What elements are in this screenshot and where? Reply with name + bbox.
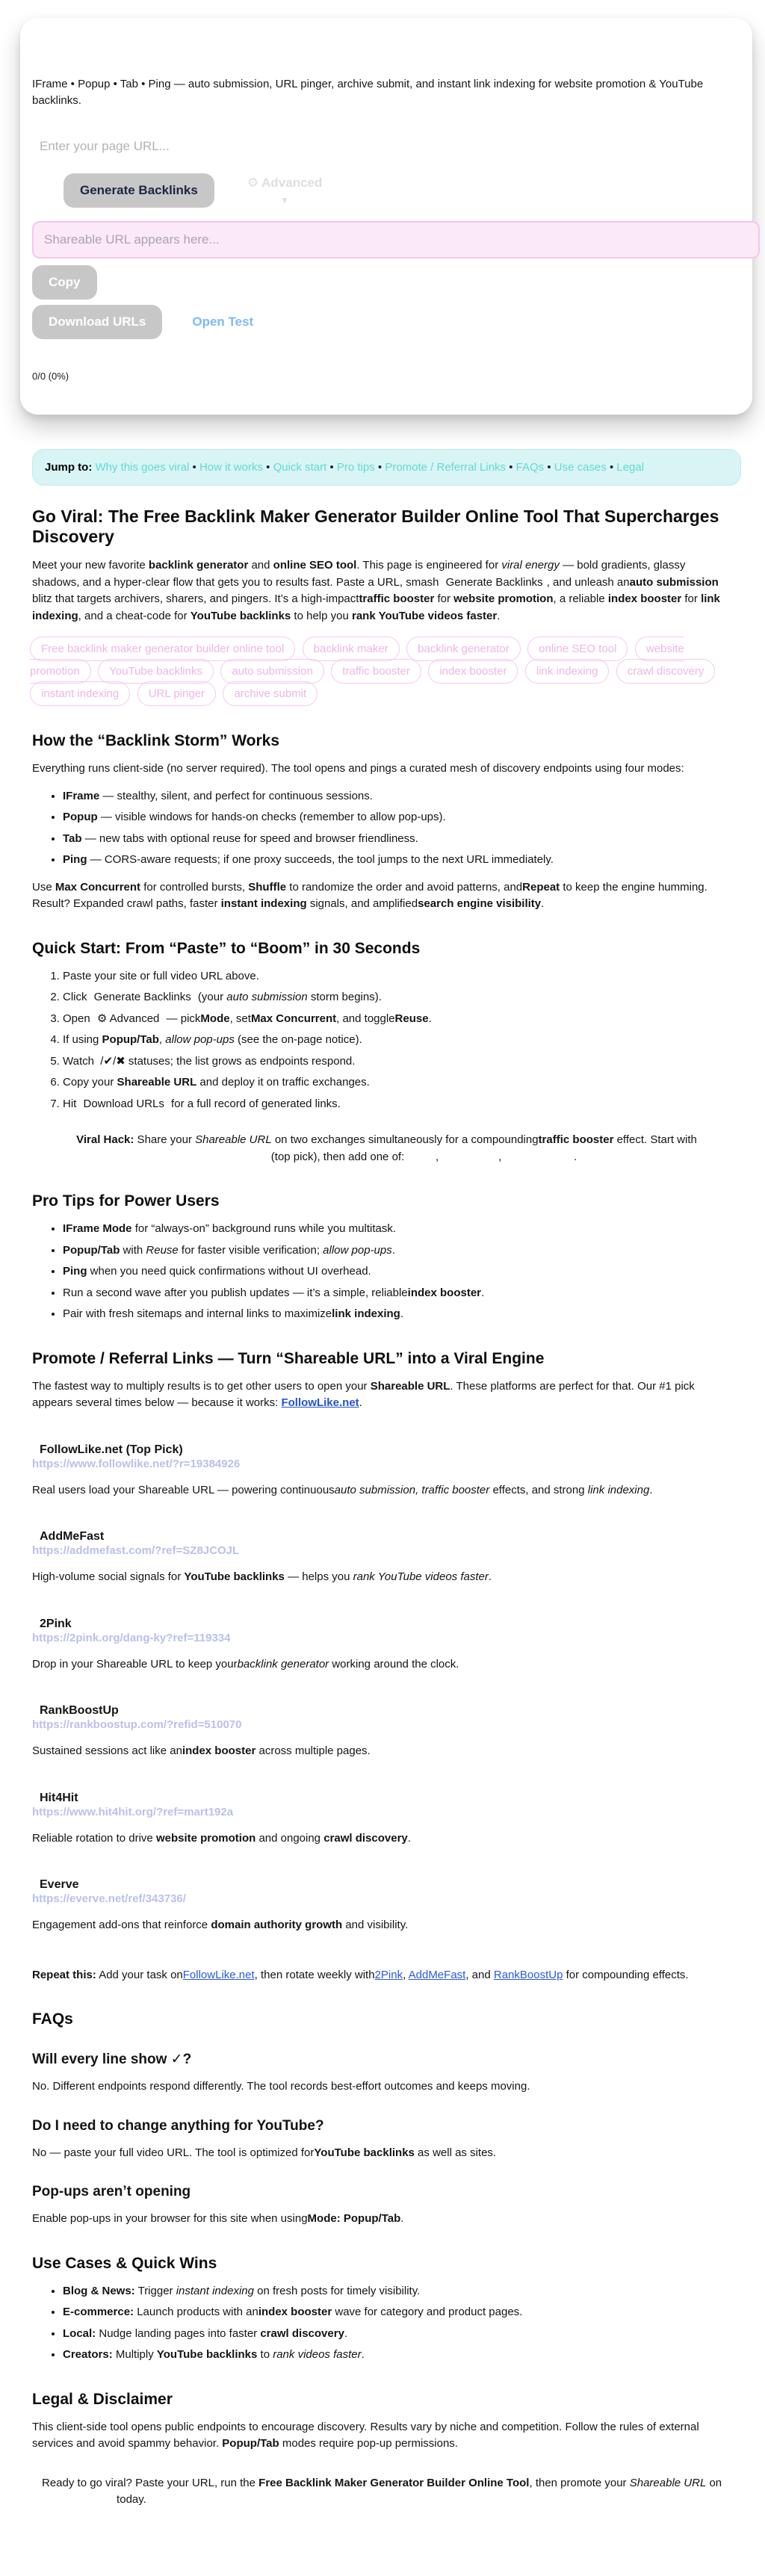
jump-link[interactable]: Legal — [616, 461, 645, 474]
text-segment: to help you — [291, 609, 352, 622]
open-test-link[interactable]: Open Test — [192, 314, 254, 329]
text-segment: on fresh posts for timely visibility. — [253, 2284, 421, 2297]
keyword-pill: backlink generator — [406, 637, 521, 661]
hero-description: IFrame • Popup • Tab • Ping — auto submission, URL pinger, archive submit, and instant link indexing for website promotion & YouTube backlinks. — [32, 78, 704, 107]
text-segment: , set — [229, 1012, 251, 1025]
list-item — [63, 809, 741, 826]
text-segment: website promotion — [155, 1831, 256, 1845]
platform-name: 2Pink — [40, 1617, 72, 1630]
text-segment: Reuse — [146, 1243, 179, 1257]
text-segment: . — [400, 1307, 403, 1320]
text-segment: — helps you — [284, 1570, 353, 1583]
mode-list — [32, 788, 741, 869]
text-segment: Click — [63, 991, 90, 1003]
inline-link[interactable] — [505, 1151, 574, 1163]
text-segment: YouTube backlinks — [190, 609, 291, 622]
text-segment: . — [497, 609, 501, 622]
text-segment: (top pick), then add one of: — [267, 1150, 408, 1163]
faq-answer — [32, 2211, 723, 2228]
text-segment: for “always-on” background runs while you multitask. — [131, 1222, 397, 1235]
hero-card — [20, 18, 752, 415]
inline-link[interactable]: RankBoostUp — [493, 1968, 563, 1981]
jump-separator: • — [544, 461, 554, 474]
text-segment: Shareable URL — [195, 1133, 272, 1146]
list-item — [63, 1032, 741, 1049]
faq-question: Pop-ups aren’t opening — [32, 2184, 191, 2199]
text-segment: and visibility. — [342, 1919, 409, 1931]
jump-link[interactable]: Pro tips — [336, 461, 375, 474]
text-segment: , and — [465, 1968, 494, 1981]
viral-hack-note — [41, 1132, 732, 1165]
text-segment: — new tabs with optional reuse for speed and browser friendliness. — [81, 832, 418, 845]
text-segment: Watch /✔/✖ statuses; the list grows as endpoints respond. — [63, 1054, 356, 1068]
text-segment: auto submission — [226, 991, 308, 1003]
text-segment: Launch products with an — [134, 2306, 258, 2318]
keyword-pill: YouTube backlinks — [98, 659, 214, 684]
text-segment: Viral Hack: — [76, 1133, 134, 1146]
text-segment: Popup/Tab — [102, 1033, 159, 1046]
list-item — [63, 788, 741, 805]
text-segment: . — [344, 2326, 348, 2340]
text-segment: YouTube backlinks — [184, 1570, 285, 1583]
text-segment: blitz that targets archivers, sharers, and pingers. It’s a high-impact — [32, 592, 359, 605]
platform-name: Hit4Hit — [40, 1791, 78, 1804]
text-segment: . — [649, 1483, 653, 1496]
list-item — [63, 1074, 741, 1092]
text-segment: , and a cheat-code for — [78, 609, 191, 622]
text-segment: . — [400, 2212, 404, 2225]
text-segment: Free Backlink Maker Generator Builder Online Tool — [258, 2476, 530, 2489]
keyword-pill: traffic booster — [331, 659, 421, 684]
text-segment: Pair with fresh sitemaps and internal links to maximize — [63, 1307, 332, 1320]
text-segment: Shareable URL — [117, 1076, 197, 1089]
platform-url-link[interactable]: https://www.hit4hit.org/?ref=mart192a — [32, 1805, 234, 1818]
platform-url-link[interactable]: https://rankboostup.com/?refid=510070 — [32, 1718, 242, 1731]
keyword-pill: website promotion — [30, 637, 684, 684]
platform-card — [32, 1530, 741, 1586]
text-segment: link indexing — [332, 1307, 400, 1320]
section-title-how: How the “Backlink Storm” Works — [32, 732, 280, 749]
text-segment: ⚙ Advanced — [96, 1012, 160, 1025]
inline-link[interactable]: 2Pink — [374, 1968, 403, 1981]
jump-separator: • — [326, 461, 337, 474]
text-segment: Ping — [63, 853, 87, 866]
list-item — [63, 1096, 741, 1113]
platform-name: Everve — [40, 1878, 79, 1891]
text-segment: across multiple pages. — [255, 1744, 371, 1757]
jump-label: Jump to: — [45, 461, 93, 474]
text-segment: link indexing — [587, 1483, 650, 1496]
platform-card — [32, 1617, 741, 1674]
text-segment: Reliable rotation to drive — [32, 1831, 156, 1845]
text-segment: Generate Backlinks — [93, 991, 191, 1003]
text-segment: working around the clock. — [329, 1657, 459, 1671]
faq-question: Do I need to change anything for YouTube? — [32, 2117, 324, 2134]
platform-card — [32, 1704, 741, 1760]
copy-button[interactable]: Copy — [32, 265, 97, 300]
chevron-down-icon: ▼ — [280, 194, 290, 205]
promote-lead — [32, 1378, 723, 1412]
text-segment: Run a second wave after you publish updates — it’s a simple, reliable — [63, 1286, 408, 1299]
text-segment: Paste your site or full video URL above. — [63, 969, 259, 982]
text-segment: today. — [113, 2493, 146, 2506]
jump-separator: • — [506, 461, 516, 474]
keyword-pill: link indexing — [525, 659, 610, 684]
use-cases-list — [32, 2283, 741, 2364]
platform-url-link[interactable]: https://2pink.org/dang-ky?ref=119334 — [32, 1631, 231, 1644]
text-segment: Shareable URL — [629, 2476, 707, 2489]
text-segment: Add your task on — [96, 1968, 183, 1981]
text-segment: — visible windows for hands-on checks (remember to allow pop-ups). — [97, 811, 446, 823]
list-item — [63, 968, 741, 985]
page-title: Go Viral: The Free Backlink Maker Generator Builder Online Tool That Supercharges Discovery — [32, 507, 719, 546]
text-segment: Generate Backlinks — [445, 575, 543, 589]
generate-backlinks-button[interactable]: Generate Backlinks — [64, 173, 214, 208]
how-lead: Everything runs client-side (no server required). The tool opens and pings a curated mesh of discovery endpoints using four modes: — [32, 762, 684, 775]
jump-separator: • — [189, 461, 199, 474]
text-segment: — stealthy, silent, and perfect for continuous sessions. — [99, 789, 373, 802]
platform-description — [32, 1917, 741, 1934]
text-segment: , then rotate weekly with — [254, 1968, 375, 1981]
intro-paragraph — [32, 557, 723, 625]
platform-url-link[interactable]: https://www.followlike.net/?r=19384926 — [32, 1457, 241, 1470]
text-segment: (see the on-page notice). — [234, 1033, 362, 1046]
text-segment: to — [257, 2348, 273, 2361]
text-segment: YouTube backlinks — [156, 2348, 258, 2361]
text-segment: viral energy — [501, 559, 560, 572]
text-segment: , — [403, 1968, 409, 1981]
keyword-pill: index booster — [428, 659, 518, 684]
text-segment: index booster — [407, 1286, 482, 1299]
text-segment: on — [706, 2476, 722, 2489]
text-segment: No. Different endpoints respond differently. The tool records best-effort outcomes and keeps moving. — [32, 2080, 530, 2093]
text-segment: and — [248, 559, 273, 572]
jump-separator: • — [374, 461, 385, 474]
shareable-url-output[interactable] — [32, 221, 760, 258]
platform-card — [32, 1443, 741, 1499]
keyword-pill: instant indexing — [30, 681, 130, 706]
text-segment: and deploy it on traffic exchanges. — [196, 1076, 370, 1089]
text-segment: Shuffle — [248, 880, 287, 894]
text-segment: Popup — [63, 811, 98, 823]
advanced-label: ⚙ Advanced — [247, 175, 323, 190]
jump-link[interactable]: FAQs — [515, 461, 545, 474]
legal-paragraph — [32, 2419, 723, 2453]
quick-steps — [32, 968, 741, 1113]
text-segment: . — [541, 897, 545, 910]
text-segment: auto submission — [629, 575, 719, 589]
text-segment: for faster visible verification; — [178, 1243, 323, 1257]
text-segment: domain authority growth — [211, 1919, 343, 1931]
text-segment: to keep the engine humming. Result? Expanded crawl paths, faster — [32, 880, 707, 910]
pro-tips-list — [32, 1221, 741, 1323]
text-segment: Mode: Popup/Tab — [307, 2212, 401, 2225]
keyword-pill: online SEO tool — [527, 637, 628, 661]
text-segment: Multiply — [112, 2348, 157, 2361]
text-segment: search engine visibility — [418, 897, 542, 910]
generate-row — [64, 173, 740, 208]
text-segment: Drop in your Shareable URL to keep your — [32, 1657, 238, 1671]
text-segment: . — [361, 2348, 365, 2361]
text-segment: on two exchanges simultaneously for a compounding — [271, 1133, 539, 1146]
text-segment: Ready to go viral? Paste your URL, run the — [42, 2476, 259, 2489]
text-segment: effect. Start with — [613, 1133, 697, 1146]
text-segment: Ping — [63, 1265, 87, 1278]
text-segment: wave for category and product pages. — [332, 2306, 523, 2318]
text-segment: , — [435, 1150, 442, 1163]
jump-separator: • — [606, 461, 617, 474]
jump-link[interactable]: Use cases — [554, 461, 607, 474]
text-segment: signals, and amplified — [306, 897, 418, 910]
text-segment: Use — [32, 880, 55, 894]
text-segment: when you need quick confirmations without UI overhead. — [87, 1265, 371, 1278]
text-segment: Copy your — [63, 1076, 117, 1089]
platform-description — [32, 1569, 741, 1586]
text-segment: — pick — [163, 1012, 201, 1025]
keyword-pill: crawl discovery — [616, 659, 716, 684]
text-segment: , then promote your — [529, 2476, 630, 2489]
keyword-pill: archive submit — [223, 681, 318, 706]
list-item — [63, 1306, 741, 1323]
section-title-faqs: FAQs — [32, 2010, 73, 2028]
jump-links — [96, 461, 645, 474]
text-segment: link indexing — [32, 592, 720, 622]
text-segment: with — [120, 1243, 146, 1257]
text-segment: modes require pop-up permissions. — [279, 2437, 458, 2450]
text-segment: (your — [194, 991, 227, 1003]
text-segment: Nudge landing pages into faster — [96, 2326, 261, 2340]
jump-separator: • — [262, 461, 273, 474]
text-segment: . — [359, 1396, 362, 1409]
text-segment: E-commerce: — [63, 2306, 134, 2318]
text-segment: to randomize the order and avoid patterns, and — [286, 880, 523, 894]
text-segment: allow pop-ups — [323, 1243, 392, 1257]
text-segment: — CORS-aware requests; if one proxy succeeds, the tool jumps to the next URL immediately. — [87, 853, 554, 866]
platform-card — [32, 1792, 741, 1848]
jump-link[interactable]: Quick start — [273, 461, 327, 474]
text-segment: for compounding effects. — [563, 1968, 689, 1981]
text-segment: . These platforms are perfect for that. Our #1 pick appears several times below — because it works: — [32, 1379, 695, 1409]
inline-link[interactable]: FollowLike.net — [281, 1396, 359, 1409]
text-segment: rank YouTube videos faster — [353, 1570, 489, 1583]
text-segment: Share your — [134, 1133, 196, 1146]
main-content — [32, 449, 741, 2509]
text-segment: allow pop-ups — [165, 1033, 235, 1046]
list-item — [63, 1011, 741, 1028]
text-segment: Open — [63, 1012, 93, 1025]
text-segment: Real users load your Shareable URL — powering continuous — [32, 1483, 335, 1496]
ghost-title — [32, 40, 740, 76]
platform-name: FollowLike.net (Top Pick) — [40, 1443, 183, 1456]
jump-link[interactable]: Promote / Referral Links — [385, 461, 507, 474]
text-segment: instant indexing — [220, 897, 307, 910]
text-segment: and ongoing — [255, 1831, 324, 1845]
text-segment: High-volume social signals for — [32, 1570, 185, 1583]
text-segment: . — [488, 1570, 492, 1583]
text-segment: Repeat — [522, 880, 560, 894]
jump-link[interactable]: How it works — [199, 461, 263, 474]
list-item — [63, 2326, 741, 2343]
text-segment: for controlled bursts, — [140, 880, 249, 894]
list-item — [63, 2347, 741, 2364]
text-segment: Blog & News: — [63, 2284, 135, 2297]
text-segment: traffic booster — [538, 1133, 614, 1146]
download-urls-button[interactable]: Download URLs — [32, 305, 162, 339]
platform-description — [32, 1830, 741, 1848]
text-segment: . — [428, 1012, 432, 1025]
text-segment: Enable pop-ups in your browser for this site when using — [32, 2212, 308, 2225]
platform-name: RankBoostUp — [40, 1704, 119, 1717]
text-segment: Local: — [63, 2326, 96, 2340]
text-segment: IFrame — [63, 789, 100, 802]
list-item — [63, 1242, 741, 1260]
text-segment: No — paste your full video URL. The tool is optimized for — [32, 2146, 315, 2159]
inline-link[interactable]: AddMeFast — [408, 1968, 466, 1981]
text-segment: YouTube backlinks — [314, 2146, 415, 2159]
text-segment: index booster — [182, 1744, 256, 1757]
faq-question: Will every line show ✓? — [32, 2052, 192, 2067]
text-segment: If using — [63, 1033, 102, 1046]
text-segment: . — [407, 1831, 411, 1845]
text-segment: . — [391, 1243, 395, 1257]
inline-link[interactable] — [42, 2493, 114, 2506]
list-item — [63, 2304, 741, 2321]
platform-url-link[interactable]: https://everve.net/ref/343736/ — [32, 1892, 186, 1905]
faq-answer — [32, 2145, 723, 2162]
text-segment: index booster — [607, 592, 682, 605]
platform-description — [32, 1743, 741, 1760]
text-segment: The fastest way to multiply results is to get other users to open your — [32, 1379, 371, 1393]
jump-link[interactable]: Why this goes viral — [95, 461, 190, 474]
list-item — [63, 1285, 741, 1302]
text-segment: backlink generator — [237, 1657, 329, 1671]
text-segment: traffic booster — [359, 592, 435, 605]
text-segment: Repeat this: — [32, 1968, 96, 1981]
text-segment: backlink generator — [148, 559, 249, 572]
text-segment: rank YouTube videos faster — [352, 609, 498, 622]
text-segment: index booster — [258, 2306, 332, 2318]
text-segment: website promotion — [453, 592, 554, 605]
text-segment: , and toggle — [336, 1012, 395, 1025]
text-segment: Trigger — [134, 2284, 176, 2297]
text-segment: Download URLs — [83, 1097, 164, 1110]
cta-paragraph — [42, 2475, 733, 2509]
text-segment: , and unleash an — [546, 575, 630, 589]
text-segment: , a reliable — [553, 592, 608, 605]
list-item — [63, 1221, 741, 1238]
text-segment: . This page is engineered for — [356, 559, 502, 572]
platform-url-link[interactable]: https://addmefast.com/?ref=SZ8JCOJL — [32, 1544, 240, 1557]
text-segment: Reuse — [394, 1012, 429, 1025]
text-segment: Sustained sessions act like an — [32, 1744, 182, 1757]
keyword-pills — [30, 638, 741, 705]
text-segment: storm begins). — [307, 991, 382, 1003]
list-item — [63, 852, 741, 869]
inline-link[interactable]: FollowLike.net — [182, 1968, 255, 1981]
text-segment: IFrame Mode — [63, 1222, 132, 1235]
section-title-legal: Legal & Disclaimer — [32, 2390, 173, 2408]
url-input[interactable] — [32, 134, 720, 158]
keyword-pill: auto submission — [220, 659, 323, 684]
text-segment: Creators: — [63, 2348, 113, 2361]
text-segment: effects, and strong — [489, 1483, 588, 1496]
inline-link[interactable] — [441, 1151, 498, 1163]
section-title-pro-tips: Pro Tips for Power Users — [32, 1192, 220, 1210]
text-segment: online SEO tool — [273, 559, 357, 572]
text-segment: Meet your new favorite — [32, 559, 149, 572]
text-segment: Popup/Tab — [222, 2437, 279, 2450]
text-segment: crawl discovery — [323, 1831, 408, 1845]
platform-description — [32, 1482, 741, 1499]
text-segment: crawl discovery — [260, 2326, 344, 2340]
progress-counter: 0/0 (0%) — [32, 370, 69, 382]
list-item — [63, 989, 741, 1006]
inline-link[interactable] — [196, 1151, 268, 1163]
text-segment: as well as sites. — [414, 2146, 497, 2159]
text-segment: , — [158, 1033, 166, 1046]
text-segment: Max Concurrent — [55, 880, 141, 894]
jump-bar — [32, 449, 741, 486]
text-segment: . — [574, 1150, 577, 1163]
platform-card — [32, 1878, 741, 1934]
text-segment: for — [681, 592, 701, 605]
advanced-toggle[interactable] — [247, 176, 323, 205]
text-segment: Mode — [200, 1012, 230, 1025]
text-segment: This client-side tool opens public endpoints to encourage discovery. Results vary by niche and competition. Follow the rules of external services and avoid spammy behavior. — [32, 2420, 699, 2450]
platform-description — [32, 1656, 741, 1674]
list-item — [63, 831, 741, 848]
list-item — [63, 2283, 741, 2300]
keyword-pill: URL pinger — [137, 681, 216, 706]
section-title-promote: Promote / Referral Links — Turn “Shareable URL” into a Viral Engine — [32, 1349, 545, 1367]
keyword-pill: Free backlink maker generator builder online tool — [30, 637, 295, 661]
download-row — [32, 305, 740, 339]
text-segment: Max Concurrent — [250, 1012, 337, 1025]
text-segment: rank videos faster — [273, 2348, 362, 2361]
text-segment: Shareable URL — [370, 1379, 450, 1393]
text-segment: instant indexing — [176, 2284, 254, 2297]
text-segment: for a full record of generated links. — [167, 1097, 341, 1110]
text-segment: . — [481, 1286, 485, 1299]
text-segment: auto submission, traffic booster — [334, 1483, 490, 1496]
how-outro — [32, 879, 723, 913]
text-segment: , — [498, 1150, 505, 1163]
text-segment: Hit — [63, 1097, 80, 1110]
repeat-note — [32, 1967, 723, 1984]
text-segment: Popup/Tab — [63, 1243, 120, 1257]
text-segment: — bold gradients, glassy shadows, and a hyper-clear flow that gets you to results fast. Paste a URL, smash — [32, 559, 686, 589]
faq-answer — [32, 2078, 723, 2096]
section-title-use-cases: Use Cases & Quick Wins — [32, 2254, 217, 2272]
platform-name: AddMeFast — [40, 1530, 105, 1543]
keyword-pill: backlink maker — [303, 637, 400, 661]
list-item — [63, 1263, 741, 1281]
inline-link[interactable] — [407, 1151, 436, 1163]
text-segment: Tab — [63, 832, 82, 845]
section-title-quick-start: Quick Start: From “Paste” to “Boom” in 30 Seconds — [32, 939, 421, 957]
text-segment: for — [434, 592, 454, 605]
list-item — [63, 1053, 741, 1071]
text-segment: Engagement add-ons that reinforce — [32, 1919, 211, 1931]
